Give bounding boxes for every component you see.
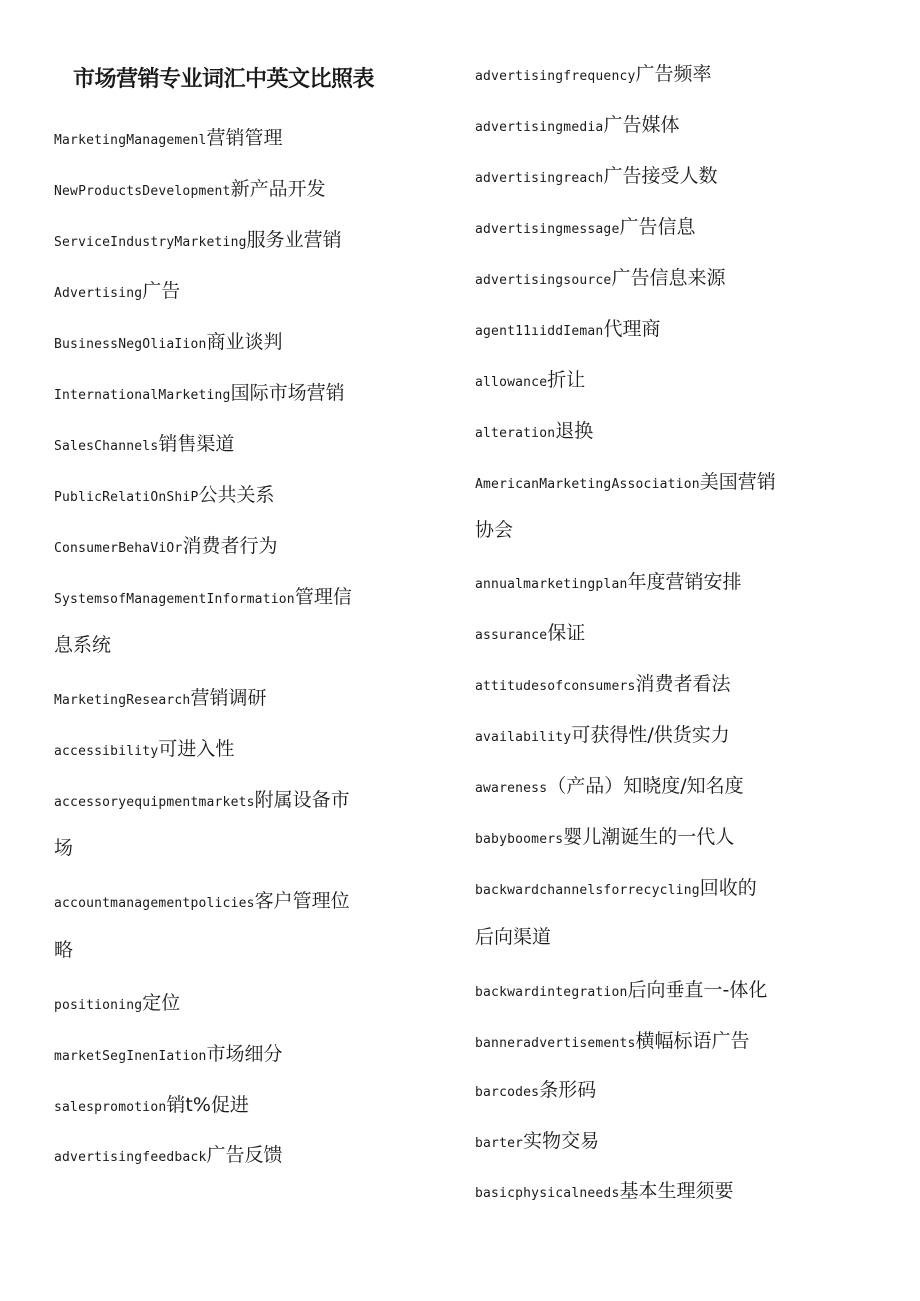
chinese-term: 广告 — [142, 280, 181, 302]
glossary-entry — [54, 787, 350, 816]
english-term: alteration — [475, 426, 556, 441]
chinese-term: 美国营销 — [699, 471, 776, 493]
english-term: allowance — [475, 375, 548, 390]
glossary-entry — [54, 329, 283, 358]
chinese-term: 商业谈判 — [206, 331, 283, 353]
chinese-term: 广告接受人数 — [603, 165, 718, 187]
glossary-entry — [475, 265, 725, 294]
chinese-term: 销售渠道 — [158, 433, 235, 455]
english-term: PublicRelatiOnShiP — [54, 490, 199, 505]
chinese-term: 可获得性/供货实力 — [571, 724, 730, 746]
glossary-entry — [54, 431, 234, 460]
chinese-term: 营销调研 — [190, 687, 267, 709]
chinese-term: 国际市场营销 — [230, 382, 345, 404]
chinese-term: 定位 — [142, 992, 181, 1014]
glossary-entry — [54, 533, 277, 562]
english-term: InternationalMarketing — [54, 388, 231, 403]
english-term: barter — [475, 1136, 524, 1151]
glossary-entry — [475, 620, 585, 649]
glossary-entry — [54, 176, 326, 205]
glossary-entry — [54, 990, 180, 1019]
glossary-entry — [54, 380, 345, 409]
chinese-term-continuation: 后向渠道 — [475, 926, 552, 948]
glossary-entry — [475, 824, 734, 853]
english-term: advertisingmedia — [475, 120, 604, 135]
chinese-term: 广告信息来源 — [611, 267, 726, 289]
chinese-term: 代理商 — [603, 318, 661, 340]
glossary-entry — [475, 1028, 750, 1057]
chinese-term: 回收的 — [699, 877, 757, 899]
glossary-entry — [475, 367, 585, 396]
glossary-entry — [475, 316, 660, 345]
english-term: accessoryequipmentmarkets — [54, 795, 255, 810]
chinese-term-continuation: 协会 — [475, 519, 514, 541]
glossary-entry — [54, 584, 352, 613]
glossary-entry — [475, 61, 712, 90]
english-term: accessibility — [54, 744, 159, 759]
glossary-entry — [475, 1178, 734, 1207]
chinese-term: 年度营销安排 — [627, 571, 742, 593]
glossary-entry — [475, 722, 730, 751]
english-term: ServiceIndustryMarketing — [54, 235, 247, 250]
glossary-entry — [475, 671, 731, 700]
chinese-term: 实物交易 — [523, 1130, 600, 1152]
glossary-entry — [475, 875, 757, 904]
english-term: advertisingmessage — [475, 222, 620, 237]
chinese-term: 客户管理位 — [254, 890, 350, 912]
chinese-term: 广告媒体 — [603, 114, 680, 136]
english-term: barcodes — [475, 1085, 540, 1100]
chinese-term: 可进入性 — [158, 738, 235, 760]
english-term: Advertising — [54, 286, 143, 301]
english-term: advertisingfeedback — [54, 1150, 207, 1165]
chinese-term: 营销管理 — [206, 127, 283, 149]
glossary-entry — [54, 125, 283, 154]
chinese-term: 折让 — [547, 369, 586, 391]
english-term: availability — [475, 730, 572, 745]
english-term: assurance — [475, 628, 548, 643]
chinese-term: 后向垂直一-体化 — [627, 979, 768, 1001]
glossary-entry — [54, 736, 234, 765]
glossary-entry — [475, 1128, 599, 1157]
glossary-entry — [475, 163, 717, 192]
english-term: backwardintegration — [475, 985, 628, 1000]
glossary-entry — [54, 1041, 283, 1070]
english-term: marketSegInenIation — [54, 1049, 207, 1064]
english-term: agent11ıiddIeman — [475, 324, 604, 339]
chinese-term: 广告信息 — [619, 216, 696, 238]
glossary-entry — [475, 214, 696, 243]
chinese-term: 条形码 — [539, 1079, 597, 1101]
english-term: banneradvertisements — [475, 1036, 636, 1051]
english-term: backwardchannelsforrecycling — [475, 883, 700, 898]
chinese-term: 市场细分 — [206, 1043, 283, 1065]
chinese-term: 公共关系 — [198, 484, 275, 506]
english-term: MarketingManagemenl — [54, 133, 207, 148]
chinese-term-continuation: 场 — [54, 837, 74, 859]
english-term: SystemsofManagementInformation — [54, 592, 295, 607]
english-term: BusinessNegOliaIion — [54, 337, 207, 352]
english-term: babyboomers — [475, 832, 564, 847]
chinese-term: 横幅标语广告 — [635, 1030, 750, 1052]
chinese-term-continuation: 略 — [54, 939, 74, 961]
glossary-entry — [54, 1142, 283, 1171]
chinese-term: 新产品开发 — [230, 178, 326, 200]
chinese-term: 消费者行为 — [182, 535, 278, 557]
english-term: advertisingreach — [475, 171, 604, 186]
glossary-entry — [54, 482, 275, 511]
page-title: 市场营销专业词汇中英文比照表 — [73, 67, 375, 92]
english-term: advertisingfrequency — [475, 69, 636, 84]
glossary-entry — [475, 773, 744, 802]
chinese-term: 服务业营销 — [246, 229, 342, 251]
chinese-term: 广告频率 — [635, 63, 712, 85]
glossary-entry — [54, 685, 266, 714]
english-term: AmericanMarketingAssociation — [475, 477, 700, 492]
english-term: positioning — [54, 998, 143, 1013]
glossary-entry — [54, 1092, 249, 1121]
english-term: NewProductsDevelopment — [54, 184, 231, 199]
chinese-term: 婴儿潮诞生的一代人 — [563, 826, 735, 848]
glossary-entry — [475, 569, 742, 598]
chinese-term: （产品）知晓度/知名度 — [547, 775, 744, 797]
chinese-term: 广告反馈 — [206, 1144, 283, 1166]
glossary-entry — [54, 227, 342, 256]
english-term: MarketingResearch — [54, 693, 191, 708]
glossary-entry — [475, 469, 776, 498]
english-term: accountmanagementpolicies — [54, 896, 255, 911]
glossary-entry — [475, 418, 593, 447]
glossary-entry — [54, 278, 180, 307]
glossary-entry — [54, 888, 350, 917]
chinese-term-continuation: 息系统 — [54, 634, 112, 656]
english-term: attitudesofconsumers — [475, 679, 636, 694]
chinese-term: 附属设备市 — [254, 789, 350, 811]
english-term: salespromotion — [54, 1100, 167, 1115]
english-term: awareness — [475, 781, 548, 796]
english-term: annualmarketingplan — [475, 577, 628, 592]
glossary-entry — [475, 1077, 596, 1106]
glossary-entry — [475, 112, 679, 141]
chinese-term: 保证 — [547, 622, 586, 644]
glossary-entry — [475, 977, 767, 1006]
english-term: basicphysicalneeds — [475, 1186, 620, 1201]
chinese-term: 退换 — [555, 420, 594, 442]
chinese-term: 消费者看法 — [635, 673, 731, 695]
english-term: ConsumerBehaViOr — [54, 541, 183, 556]
english-term: SalesChannels — [54, 439, 159, 454]
chinese-term: 基本生理须要 — [619, 1180, 734, 1202]
chinese-term: 销t%促进 — [166, 1094, 249, 1116]
english-term: advertisingsource — [475, 273, 612, 288]
chinese-term: 管理信 — [294, 586, 352, 608]
